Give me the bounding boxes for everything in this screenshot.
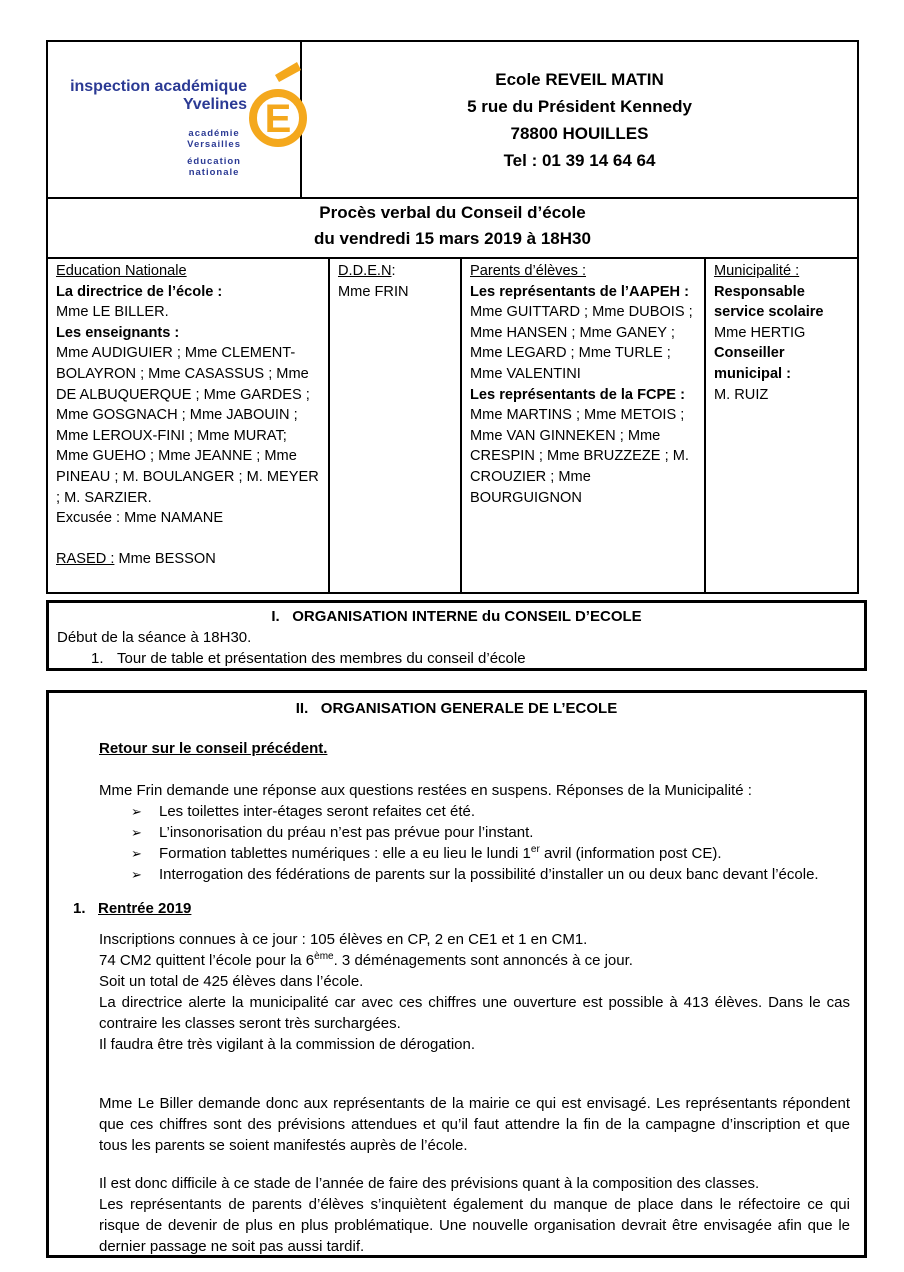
bullet-item	[131, 801, 864, 822]
arrow-bullet-icon: ➢	[131, 846, 142, 861]
director-label: La directrice de l’école :	[56, 283, 223, 300]
text-line: 74 CM2 quittent l’école pour la 6ème. 3 déménagements sont annoncés à ce jour.	[99, 951, 633, 969]
role2-name: M. RUIZ	[714, 386, 769, 403]
circled-e-logo-icon	[247, 58, 309, 169]
text-line: Il faudra être très vigilant à la commission de dérogation.	[99, 1036, 476, 1053]
bullet-item	[131, 822, 864, 843]
text-line: Il est donc difficile à ce stade de l’année de faire des prévisions quant à la composition des classes.	[99, 1175, 760, 1192]
bullet-text: Formation tablettes numériques : elle a eu lieu le lundi 1er avril (information post CE).	[159, 844, 722, 862]
logo-academie-versailles: académie Versailles	[187, 128, 241, 150]
column-education-nationale	[48, 259, 330, 592]
excused-line: Excusée : Mme NAMANE	[56, 510, 224, 527]
academy-logo-cell	[48, 42, 302, 197]
director-name: Mme LE BILLER.	[56, 304, 169, 321]
section-1-item-1	[49, 648, 864, 669]
column-heading: Municipalité :	[714, 263, 800, 279]
column-heading: Education Nationale	[56, 263, 187, 279]
identification-table	[46, 40, 859, 594]
dden-name: Mme FRIN	[338, 283, 409, 300]
rentree-paragraph-1	[99, 929, 850, 1055]
title-line1: Procès verbal du Conseil d’école	[319, 203, 586, 222]
school-city: 78800 HOUILLES	[510, 123, 649, 143]
school-address: 5 rue du Président Kennedy	[467, 96, 692, 116]
school-info	[302, 42, 857, 197]
academy-logo	[70, 58, 311, 188]
item-number: 1.	[91, 650, 104, 667]
section-1-title: I. ORGANISATION INTERNE du CONSEIL D’ECOLE	[271, 608, 642, 625]
bullet-text: Les toilettes inter-étages seront refaites cet été.	[159, 803, 476, 820]
heading-text: Rentrée 2019	[98, 900, 192, 917]
aapeh-label: Les représentants de l’AAPEH :	[470, 283, 689, 300]
logo-education-nationale: éducation nationale	[187, 156, 241, 178]
fcpe-label: Les représentants de la FCPE :	[470, 386, 685, 403]
column-heading: Parents d’élèves :	[470, 263, 587, 279]
rased-label: RASED :	[56, 550, 115, 567]
heading-rentree-2019	[49, 898, 864, 919]
role1-name: Mme HERTIG	[714, 324, 806, 341]
title-line2: du vendredi 15 mars 2019 à 18H30	[314, 229, 591, 248]
rentree-paragraph-3	[99, 1173, 850, 1257]
fcpe-names: Mme MARTINS ; Mme METOIS ; Mme VAN GINNEKEN ; Mme CRESPIN ; Mme BRUZZEZE ; M. CROUZIER ; Mme BOURGUIGNON	[470, 407, 689, 506]
school-phone: Tel : 01 39 14 64 64	[503, 150, 656, 170]
arrow-bullet-icon: ➢	[131, 867, 142, 882]
item-text: Tour de table et présentation des membres du conseil d’école	[117, 650, 526, 667]
section-2-title: II. ORGANISATION GENERALE DE L’ECOLE	[295, 700, 618, 717]
section-1-box	[46, 600, 867, 671]
column-dden	[330, 259, 462, 592]
teachers-names: Mme AUDIGUIER ; Mme CLEMENT-BOLAYRON ; Mme CASASSUS ; Mme DE ALBUQUERQUE ; Mme GARDES ; Mme GOSGNACH ; Mme JABOUIN ; Mme LEROUX-FINI ; Mme MURAT; Mme GUEHO ; Mme JEANNE ; Mme PINEAU ; M. BOULANGER ; M. MEYER ; M. SARZIER.	[56, 345, 319, 506]
bullet-text: Interrogation des fédérations de parents sur la possibilité d’installer un ou deux banc devant l’école.	[159, 866, 819, 883]
bullet-item	[131, 864, 864, 885]
rased-line	[56, 549, 321, 570]
teachers-label: Les enseignants :	[56, 324, 180, 341]
logo-line1: inspection académique	[70, 78, 247, 95]
logo-line2: Yvelines	[182, 96, 247, 113]
aapeh-names: Mme GUITTARD ; Mme DUBOIS ; Mme HANSEN ; Mme GANEY ; Mme LEGARD ; Mme TURLE ; Mme VALENTINI	[470, 304, 693, 382]
header-row	[48, 42, 857, 197]
text-line: La directrice alerte la municipalité car avec ces chiffres une ouverture est possible à 413 élèves. Dans le cas contraire les classes seront très surchargées.	[99, 994, 850, 1032]
bullet-text: L’insonorisation du préau n’est pas prévue pour l’instant.	[159, 824, 534, 841]
heading-number: 1.	[73, 900, 86, 917]
text-line: Soit un total de 425 élèves dans l’école.	[99, 973, 364, 990]
intro-paragraph: Mme Frin demande une réponse aux questions restées en suspens. Réponses de la Municipalité :	[99, 782, 752, 799]
section-2-box	[46, 690, 867, 1258]
text-line: Mme Le Biller demande donc aux représentants de la mairie ce qui est envisagé. Les représentants répondent que ces chiffres sont des prévisions attendues et qu’il faut attendre la fin de la campagne d’inscription et que tous les parents se soient manifestés auprès de l’école.	[99, 1095, 850, 1154]
text-line: Les représentants de parents d’élèves s’inquiètent également du manque de place dans le réfectoire ce qui risque de devenir de plus en plus problématique. Une nouvelle organisation devrait être envisagée afin que le dernier passage ne soit pas aussi tardif.	[99, 1196, 850, 1255]
column-parents-eleves	[462, 259, 706, 592]
rentree-paragraph-2	[99, 1093, 850, 1156]
document-title	[48, 197, 857, 257]
arrow-bullet-icon: ➢	[131, 804, 142, 819]
subheading-retour-conseil: Retour sur le conseil précédent.	[99, 740, 328, 757]
svg-text:E: E	[264, 97, 292, 141]
rased-name: Mme BESSON	[114, 550, 216, 567]
logo-title	[70, 78, 247, 114]
role2-label: Conseiller municipal :	[714, 345, 792, 382]
school-name: Ecole REVEIL MATIN	[495, 69, 664, 89]
role1-label: Responsable service scolaire	[714, 283, 824, 321]
bullet-item	[131, 843, 864, 864]
attendees-row	[48, 257, 857, 592]
column-heading: D.D.E.N:	[338, 263, 396, 279]
arrow-bullet-icon: ➢	[131, 825, 142, 840]
text-line: Inscriptions connues à ce jour : 105 élèves en CP, 2 en CE1 et 1 en CM1.	[99, 931, 588, 948]
column-municipalite	[706, 259, 857, 592]
section-1-opening: Début de la séance à 18H30.	[57, 629, 252, 646]
